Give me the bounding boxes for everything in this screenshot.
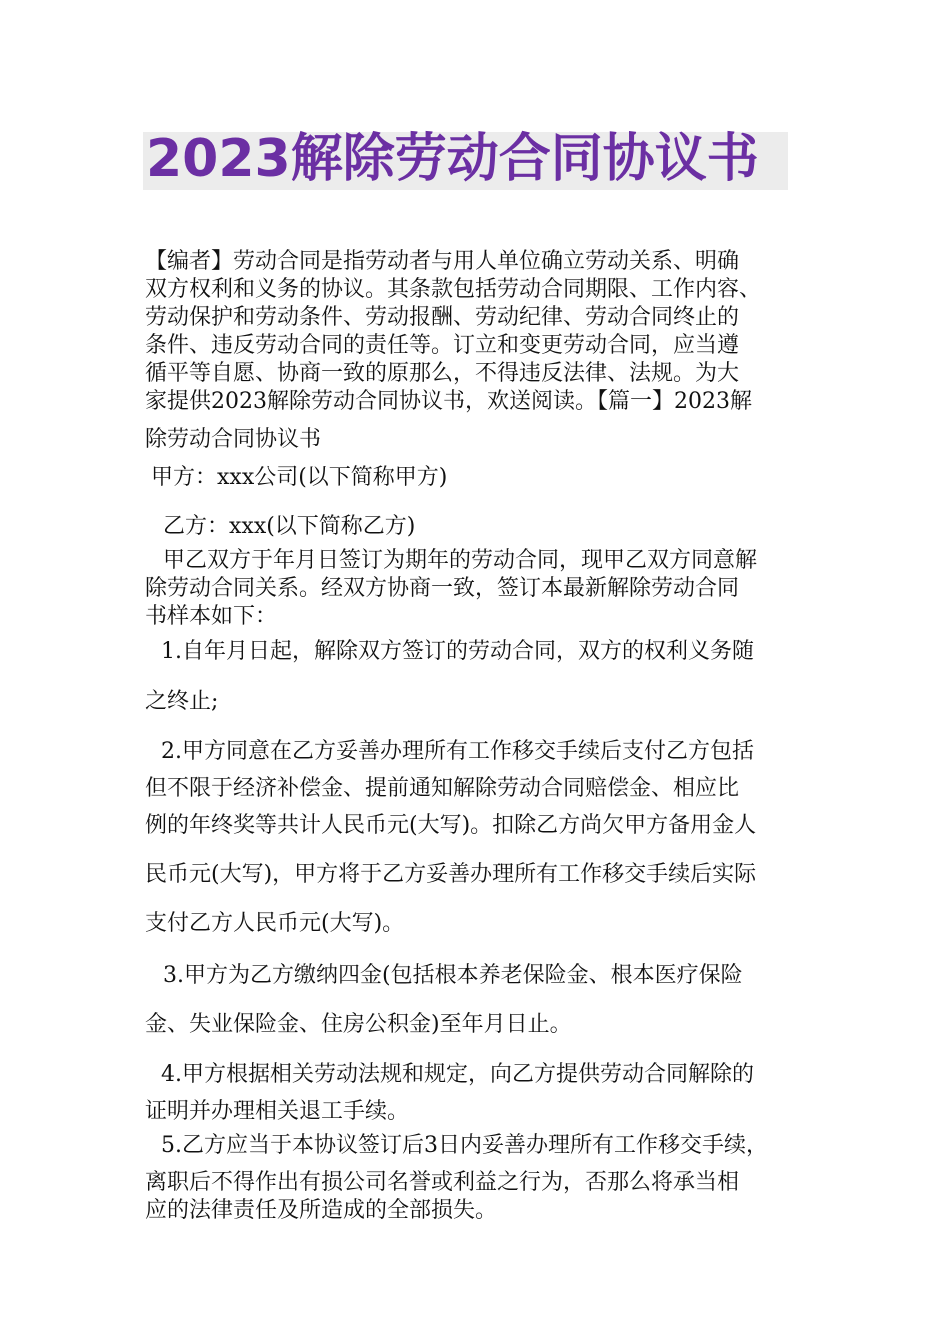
text-line: 除劳动合同关系。经双方协商一致，签订本最新解除劳动合同	[145, 576, 740, 601]
clause-2-line: 2.甲方同意在乙方妥善办理所有工作移交手续后支付乙方包括	[161, 739, 754, 764]
text-line: 【编者】劳动合同是指劳动者与用人单位确立劳动关系、明确	[145, 249, 740, 274]
intro-line: 家提供2023解除劳动合同协议书，欢送阅读。【篇一】2023解	[145, 389, 752, 414]
clause-3-line: 金、失业保险金、住房公积金)至年月日止。	[145, 1012, 572, 1037]
text-line: 5.乙方应当于本协议签订后3日内妥善办理所有工作移交手续，	[161, 1133, 768, 1158]
clause-2-line: 例的年终奖等共计人民币元(大写)。扣除乙方尚欠甲方备用金人	[145, 813, 757, 838]
clause-2-line: 但不限于经济补偿金、提前通知解除劳动合同赔偿金、相应比	[145, 776, 740, 801]
preamble-paragraph	[145, 547, 815, 631]
clause-1-line: 之终止;	[145, 689, 219, 714]
text-line: 劳动保护和劳动条件、劳动报酬、劳动纪律、劳动合同终止的	[145, 305, 740, 330]
clause-4-line: 证明并办理相关退工手续。	[145, 1099, 410, 1124]
text-line: 循平等自愿、协商一致的原那么，不得违反法律、法规。为大	[145, 361, 740, 386]
text-line: 甲乙双方于年月日签订为期年的劳动合同，现甲乙双方同意解	[163, 548, 758, 573]
clause-5-paragraph	[145, 1132, 815, 1225]
text-line: 离职后不得作出有损公司名誉或利益之行为，否那么将承当相	[145, 1170, 740, 1195]
intro-paragraph	[145, 248, 815, 388]
intro-line: 除劳动合同协议书	[145, 427, 322, 452]
clause-2-line: 支付乙方人民币元(大写)。	[145, 911, 405, 936]
page-title: 2023解除劳动合同协议书	[146, 129, 759, 189]
clause-4-line: 4.甲方根据相关劳动法规和规定，向乙方提供劳动合同解除的	[161, 1062, 754, 1087]
party-a: 甲方：xxx公司(以下简称甲方)	[151, 465, 448, 490]
text-line: 条件、违反劳动合同的责任等。订立和变更劳动合同，应当遵	[145, 333, 740, 358]
clause-2-line: 民币元(大写)，甲方将于乙方妥善办理所有工作移交手续后实际	[145, 862, 757, 887]
party-b: 乙方：xxx(以下简称乙方)	[163, 514, 416, 539]
text-line: 应的法律责任及所造成的全部损失。	[145, 1198, 498, 1223]
text-line: 双方权利和义务的协议。其条款包括劳动合同期限、工作内容、	[145, 277, 762, 302]
clause-3-line: 3.甲方为乙方缴纳四金(包括根本养老保险金、根本医疗保险	[163, 963, 743, 988]
text-line: 书样本如下：	[145, 604, 278, 629]
clause-1-line: 1.自年月日起，解除双方签订的劳动合同，双方的权利义务随	[161, 639, 754, 664]
